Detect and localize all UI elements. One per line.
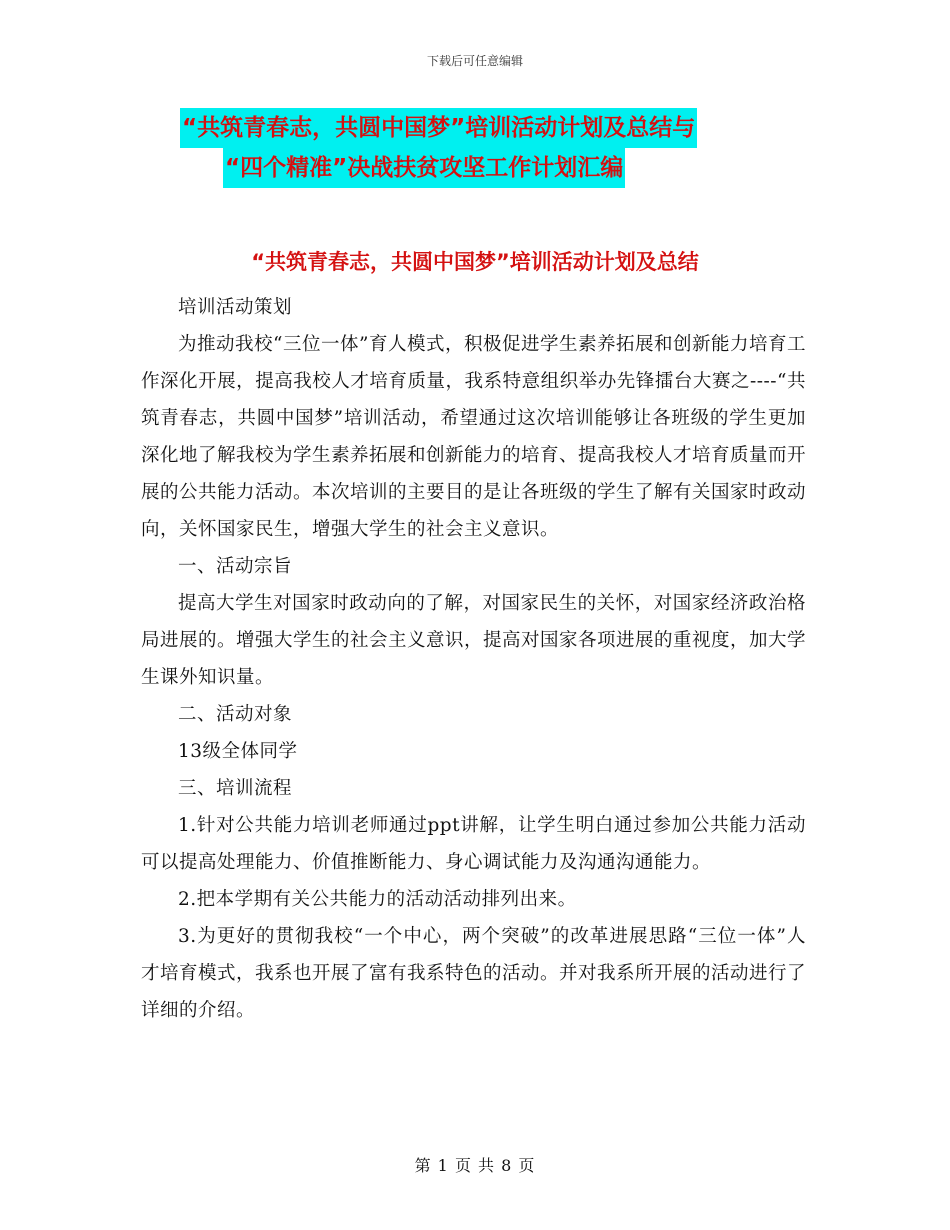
document-body	[141, 289, 806, 1029]
paragraph: 提高大学生对国家时政动向的了解，对国家民生的关怀，对国家经济政治格局进展的。增强大学生的社会主义意识，提高对国家各项进展的重视度，加大学生课外知识量。	[141, 593, 807, 688]
paragraph: 1.针对公共能力培训老师通过ppt讲解，让学生明白通过参加公共能力活动可以提高处理能力、价值推断能力、身心调试能力及沟通沟通能力。	[141, 815, 806, 873]
document-title	[180, 108, 820, 188]
section-title: “共筑青春志，共圆中国梦”培训活动计划及总结	[251, 250, 699, 274]
paragraph: 13级全体同学	[178, 741, 298, 762]
paragraph: 三、培训流程	[178, 778, 293, 799]
paragraph: 二、活动对象	[178, 704, 293, 725]
paragraph: 一、活动宗旨	[178, 556, 293, 577]
document-title-line-1: “共筑青春志，共圆中国梦”培训活动计划及总结与	[180, 108, 697, 148]
header-note: 下载后可任意编辑	[426, 54, 523, 68]
paragraph: 2.把本学期有关公共能力的活动活动排列出来。	[178, 889, 577, 910]
page-number: 第 1 页 共 8 页	[414, 1156, 536, 1175]
paragraph: 培训活动策划	[178, 297, 293, 318]
document-title-line-2: “四个精准”决战扶贫攻坚工作计划汇编	[223, 148, 625, 188]
paragraph: 为推动我校“三位一体”育人模式，积极促进学生素养拓展和创新能力培育工作深化开展，提高我校人才培育质量，我系特意组织举办先锋擂台大赛之----“共筑青春志，共圆中国梦”培训活动，希望通过这次培训能够让各班级的学生更加深化地了解我校为学生素养拓展和创新能力的培育、提高我校人才培育质量而开展的公共能力活动。本次培训的主要目的是让各班级的学生了解有关国家时政动向，关怀国家民生，增强大学生的社会主义意识。	[141, 334, 807, 540]
paragraph: 3.为更好的贯彻我校“一个中心，两个突破”的改革进展思路“三位一体”人才培育模式，我系也开展了富有我系特色的活动。并对我系所开展的活动进行了详细的介绍。	[141, 926, 807, 1021]
